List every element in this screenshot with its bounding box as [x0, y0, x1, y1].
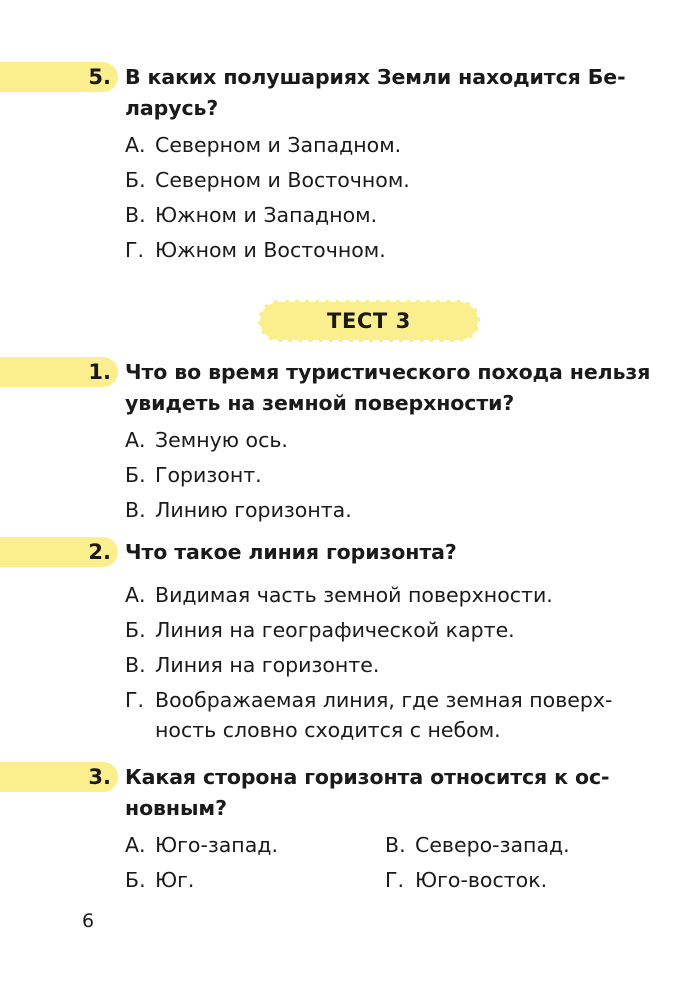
answer-label: А. — [125, 583, 146, 607]
test-banner-label: ТЕСТ 3 — [327, 309, 411, 333]
test-banner — [258, 300, 480, 342]
answer-label: А. — [125, 833, 146, 857]
question-text: В каких полушариях Земли находится Бе- ларусь? — [125, 65, 626, 120]
answer-option[interactable] — [125, 460, 262, 490]
answer-text: Видимая часть земной поверхности. — [155, 583, 553, 607]
answer-text: Южном и Западном. — [155, 203, 378, 227]
answer-label: Г. — [125, 238, 145, 262]
answer-label: Г. — [125, 688, 145, 712]
answer-text: Линия на горизонте. — [155, 653, 380, 677]
answer-text: Линию горизонта. — [155, 498, 352, 522]
answer-label: Б. — [125, 463, 146, 487]
answer-label: В. — [125, 203, 146, 227]
answer-text: Линия на географической карте. — [155, 618, 515, 642]
answer-text: Южном и Восточном. — [155, 238, 386, 262]
answer-option[interactable] — [125, 650, 379, 680]
question-text: Что во время туристического похода нельзя увидеть на земной поверхности? — [125, 360, 651, 415]
answer-label: В. — [125, 498, 146, 522]
answer-label: В. — [385, 833, 406, 857]
answer-label: Б. — [125, 168, 146, 192]
question-number: 1. — [88, 360, 111, 384]
answer-label: Б. — [125, 618, 146, 642]
answer-label: В. — [125, 653, 146, 677]
answer-text: Северо-запад. — [415, 833, 570, 857]
answer-text: Юго-восток. — [415, 868, 548, 892]
answer-option[interactable] — [125, 580, 553, 610]
answer-text: Земную ось. — [155, 428, 288, 452]
answer-option[interactable] — [385, 830, 570, 860]
answer-label: Г. — [385, 868, 405, 892]
answer-option[interactable] — [125, 685, 612, 715]
answer-option[interactable] — [125, 425, 288, 455]
answer-text: Северном и Западном. — [155, 133, 402, 157]
answer-label: Б. — [125, 868, 146, 892]
answer-option[interactable] — [125, 495, 352, 525]
answer-text: Северном и Восточном. — [155, 168, 410, 192]
answer-option-continuation — [155, 715, 501, 745]
answer-option[interactable] — [125, 200, 377, 230]
answer-option[interactable] — [125, 130, 401, 160]
answer-label: А. — [125, 133, 146, 157]
answer-text: Воображаемая линия, где земная поверх- — [155, 688, 613, 712]
answer-option[interactable] — [125, 165, 410, 195]
question-number: 5. — [88, 65, 111, 89]
question-text: Что такое линия горизонта? — [125, 540, 457, 564]
answer-option[interactable] — [125, 615, 515, 645]
answer-text: Юг. — [155, 868, 195, 892]
answer-option[interactable] — [125, 830, 278, 860]
answer-text: Юго-запад. — [155, 833, 278, 857]
page-number: 6 — [82, 910, 95, 932]
question-number: 3. — [88, 765, 111, 789]
answer-text: Горизонт. — [155, 463, 262, 487]
question-number: 2. — [88, 540, 111, 564]
answer-option[interactable] — [125, 865, 194, 895]
answer-option[interactable] — [385, 865, 547, 895]
answer-text: ность словно сходится с небом. — [155, 718, 501, 742]
answer-label: А. — [125, 428, 146, 452]
answer-option[interactable] — [125, 235, 386, 265]
question-text: Какая сторона горизонта относится к ос- новным? — [125, 765, 610, 820]
